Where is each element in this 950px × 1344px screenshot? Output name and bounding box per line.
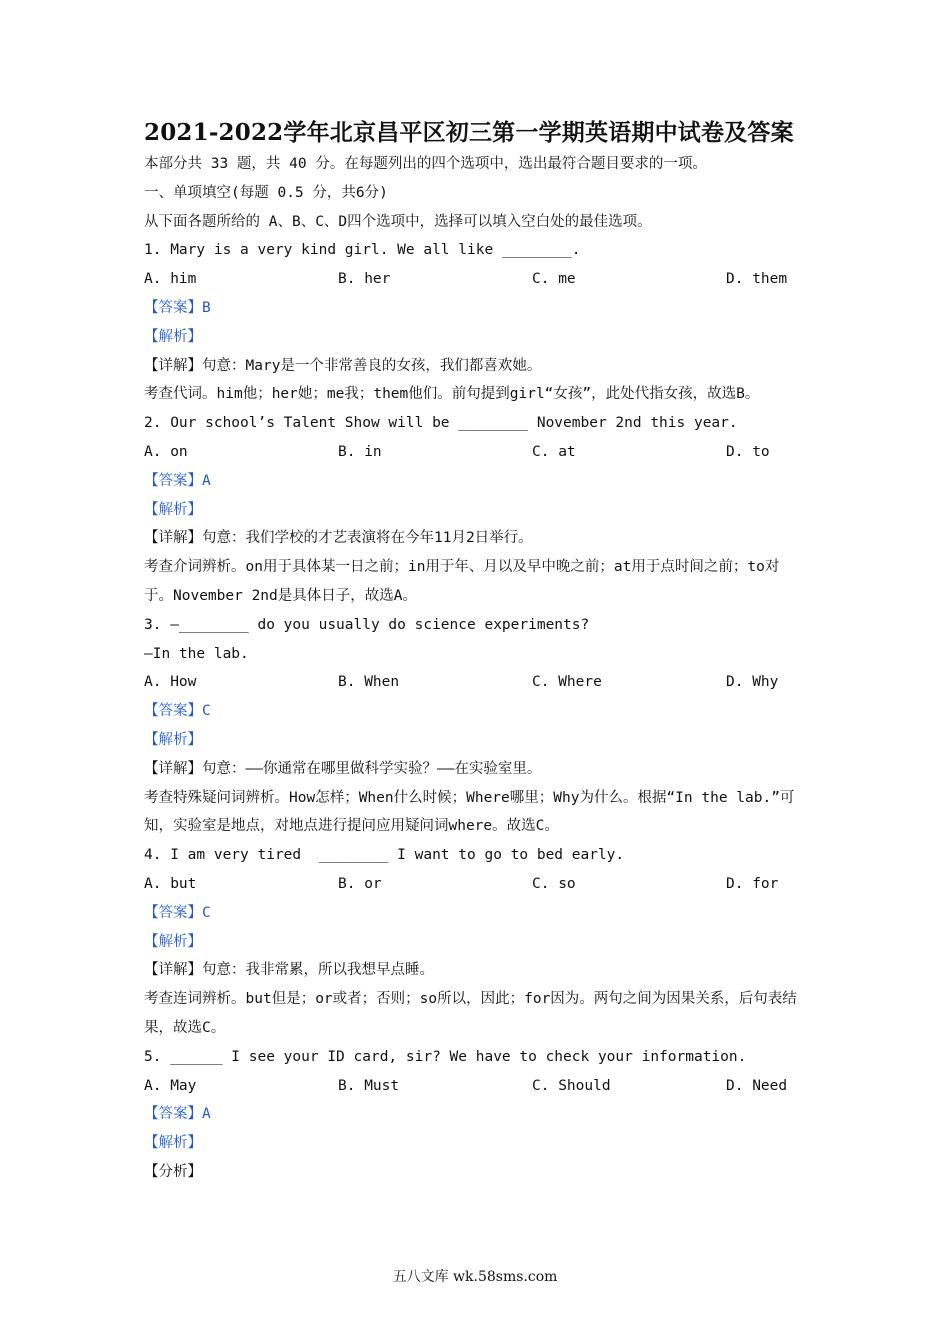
option-c: C. at bbox=[532, 443, 576, 460]
option-c: C. so bbox=[532, 875, 576, 892]
option-d: D. Need bbox=[726, 1077, 788, 1094]
document-page bbox=[144, 118, 804, 1187]
option-a: A. on bbox=[144, 443, 188, 460]
option-b: B. or bbox=[338, 875, 382, 892]
option-d: D. them bbox=[726, 271, 788, 288]
option-c: C. Should bbox=[532, 1077, 611, 1094]
option-d: D. for bbox=[726, 875, 779, 892]
option-a: A. him bbox=[144, 271, 197, 288]
option-a: A. How bbox=[144, 674, 197, 691]
answer-label: 【答案】B bbox=[144, 299, 211, 316]
intro-text: 本部分共 33 题，共 40 分。在每题列出的四个选项中，选出最符合题目要求的一项。 bbox=[144, 156, 707, 172]
option-b: B. When bbox=[338, 674, 400, 691]
fenxi-label: 【分析】 bbox=[144, 1163, 202, 1180]
option-a: A. May bbox=[144, 1077, 197, 1094]
answer-label: 【答案】C bbox=[144, 904, 211, 921]
detail-text: 【详解】句意：——你通常在哪里做科学实验？——在实验室里。 bbox=[144, 760, 542, 777]
answer-label: 【答案】A bbox=[144, 1106, 211, 1123]
question-stem: 3. —________ do you usually do science experiments? bbox=[144, 616, 590, 633]
analysis-label: 【解析】 bbox=[144, 1135, 202, 1152]
option-d: D. to bbox=[726, 443, 770, 460]
explanation-text: 考查介词辨析。on用于具体某一日之前；in用于年、月以及早中晚之前；at用于点时间之前；to对于。November 2nd是具体日子，故选A。 bbox=[144, 559, 780, 604]
document-title: 2021-2022学年北京昌平区初三第一学期英语期中试卷及答案 bbox=[144, 119, 794, 146]
page-footer: 五八文库 wk.58sms.com bbox=[392, 1269, 558, 1285]
question-stem: 5. ______ I see your ID card, sir? We have to check your information. bbox=[144, 1048, 747, 1065]
detail-text: 【详解】句意：Mary是一个非常善良的女孩，我们都喜欢她。 bbox=[144, 357, 542, 374]
explanation-text: 考查特殊疑问词辨析。How怎样；When什么时候；Where哪里；Why为什么。根据“In the lab.”可知，实验室是地点，对地点进行提问应用疑问词where。故选C。 bbox=[144, 789, 795, 835]
analysis-label: 【解析】 bbox=[144, 501, 202, 518]
option-d: D. Why bbox=[726, 674, 779, 691]
answer-label: 【答案】A bbox=[144, 472, 211, 489]
instruction-text: 从下面各题所给的 A、B、C、D四个选项中，选择可以填入空白处的最佳选项。 bbox=[144, 213, 652, 230]
option-b: B. in bbox=[338, 443, 382, 460]
question-1 bbox=[144, 236, 804, 409]
option-b: B. Must bbox=[338, 1077, 400, 1094]
option-a: A. but bbox=[144, 875, 197, 892]
detail-text: 【详解】句意：我们学校的才艺表演将在今年11月2日举行。 bbox=[144, 530, 533, 547]
question-stem-response: —In the lab. bbox=[144, 645, 249, 662]
explanation-text: 考查代词。him他；her她；me我；them他们。前句提到girl“女孩”，此处代指女孩，故选B。 bbox=[144, 386, 760, 403]
question-options bbox=[144, 668, 804, 697]
analysis-label: 【解析】 bbox=[144, 933, 202, 950]
section-heading: 一、单项填空(每题 0.5 分，共6分) bbox=[144, 184, 388, 201]
question-4 bbox=[144, 841, 804, 1043]
analysis-label: 【解析】 bbox=[144, 731, 202, 748]
question-3 bbox=[144, 611, 804, 841]
analysis-label: 【解析】 bbox=[144, 328, 202, 345]
detail-text: 【详解】句意：我非常累，所以我想早点睡。 bbox=[144, 962, 434, 979]
question-5 bbox=[144, 1043, 804, 1187]
question-stem: 1. Mary is a very kind girl. We all like ________. bbox=[144, 242, 581, 259]
answer-label: 【答案】C bbox=[144, 703, 211, 720]
question-stem: 4. I am very tired ________ I want to go to bed early. bbox=[144, 847, 625, 864]
option-b: B. her bbox=[338, 271, 391, 288]
question-stem: 2. Our school’s Talent Show will be ________ November 2nd this year. bbox=[144, 415, 738, 432]
question-options bbox=[144, 1072, 804, 1101]
question-2 bbox=[144, 409, 804, 611]
question-options bbox=[144, 265, 804, 294]
option-c: C. me bbox=[532, 271, 576, 288]
question-options bbox=[144, 438, 804, 467]
option-c: C. Where bbox=[532, 674, 602, 691]
question-options bbox=[144, 870, 804, 899]
explanation-text: 考查连词辨析。but但是；or或者；否则；so所以，因此；for因为。两句之间为因果关系，后句表结果，故选C。 bbox=[144, 991, 797, 1036]
